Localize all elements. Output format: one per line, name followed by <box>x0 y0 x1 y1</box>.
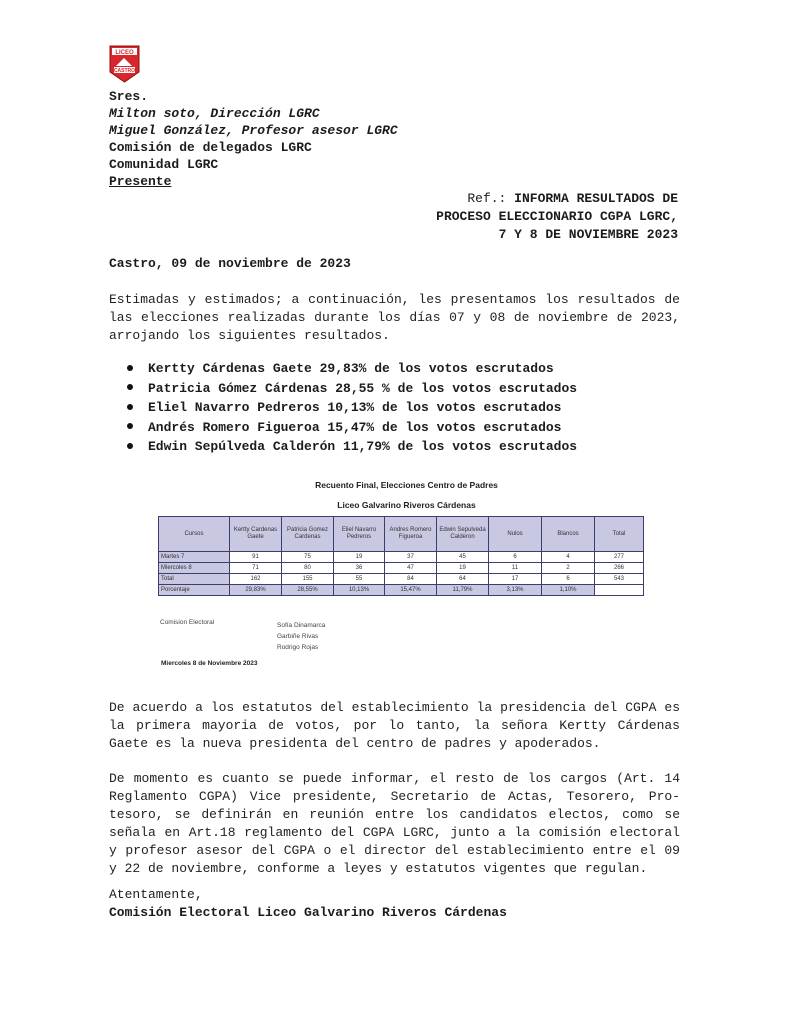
presidency-paragraph: De acuerdo a los estatutos del establecimiento la presidencia del CGPA es la primera mayoria de votos, por lo tanto, la señora Kertty Cárdenas Gaete es la nueva presidenta del centro de padres y apoderados. <box>109 700 680 751</box>
bullet-icon <box>127 443 133 449</box>
recipient-director: Milton soto, Dirección LGRC <box>109 106 320 121</box>
col-header: Andres Romero Figueroa <box>385 517 437 552</box>
col-header: Blancos <box>542 517 595 552</box>
presente-label: Presente <box>109 174 172 189</box>
logo-text-top: LICEO <box>115 50 134 56</box>
recipient-community: Comunidad LGRC <box>109 157 219 172</box>
remaining-positions-paragraph: De momento es cuanto se puede informar, el resto de los cargos (Art. 14 Reglamento CGPA) Vice presidente, Secretario de Actas, Tesorero, Pro-tesoro, se definirán en reunión entre los candidatos electos, como se señala en Art.18 reglamento del CGPA LGRC, junto a la comisión electoral y profesor asesor del CGPA o el director del establecimiento entre el 09 y 22 de noviembre, conforme a leyes y estatutos vigentes que regulan. <box>109 771 680 876</box>
recipient-delegates: Comisión de delegados LGRC <box>109 140 312 155</box>
col-header: Eliel Navarro Pedreros <box>334 517 385 552</box>
intro-paragraph: Estimadas y estimados; a continuación, les presentamos los resultados de las elecciones realizadas durante los días 07 y 08 de noviembre de 2023, arrojando los siguientes resultados. <box>109 292 680 343</box>
recipients-block <box>109 88 398 190</box>
reference-line-3: 7 Y 8 DE NOVIEMBRE 2023 <box>498 227 678 242</box>
closing-greeting: Atentamente, <box>109 887 203 902</box>
bullet-icon <box>127 404 133 410</box>
col-header: Patricia Gomez Cardenas <box>282 517 334 552</box>
table-row: Porcentaje 29,83% 28,55% 10,13% 15,47% 11,79% 3,13% 1,10% <box>159 585 644 596</box>
bullet-icon <box>127 384 133 390</box>
member-name: Sofía Dinamarca <box>277 622 326 629</box>
commission-label: Comision Electoral <box>160 619 215 626</box>
member-name: Rodrigo Rojas <box>277 644 319 651</box>
school-logo <box>108 44 141 84</box>
result-item: Patricia Gómez Cárdenas 28,55 % de los votos escrutados <box>127 379 577 399</box>
reference-label: Ref.: <box>467 191 507 206</box>
table-row: Martes 7 91 75 19 37 45 6 4 277 <box>159 552 644 563</box>
result-item: Edwin Sepúlveda Calderón 11,79% de los votos escrutados <box>127 437 577 457</box>
salutation: Sres. <box>109 89 149 104</box>
col-header: Nulos <box>489 517 542 552</box>
col-header: Edwin Sepulveda Calderon <box>437 517 489 552</box>
recipient-advisor: Miguel González, Profesor asesor LGRC <box>109 123 398 138</box>
commission-members <box>277 620 325 653</box>
results-list <box>127 359 577 457</box>
result-item: Andrés Romero Figueroa 15,47% de los votos escrutados <box>127 418 577 438</box>
table-row: Total 162 155 55 84 64 17 6 543 <box>159 574 644 585</box>
result-item: Kertty Cárdenas Gaete 29,83% de los votos escrutados <box>127 359 577 379</box>
table-date: Miercoles 8 de Noviembre 2023 <box>161 660 258 667</box>
reference-line-1: INFORMA RESULTADOS DE <box>514 191 678 206</box>
date-line: Castro, 09 de noviembre de 2023 <box>109 256 351 271</box>
table-header-row <box>159 517 644 552</box>
reference-line-2: PROCESO ELECCIONARIO CGPA LGRC, <box>436 209 678 224</box>
closing-block <box>109 886 507 922</box>
member-name: Garbiñe Rivas <box>277 633 319 640</box>
table-title: Recuento Final, Elecciones Centro de Padres <box>315 480 498 490</box>
bullet-icon <box>127 423 133 429</box>
col-header: Total <box>595 517 644 552</box>
bullet-icon <box>127 365 133 371</box>
votes-table <box>158 516 644 596</box>
col-header: Kertty Cardenas Gaete <box>230 517 282 552</box>
table-row: Miercoles 8 71 80 36 47 19 11 2 266 <box>159 563 644 574</box>
col-header: Cursos <box>159 517 230 552</box>
table-subtitle: Liceo Galvarino Riveros Cárdenas <box>337 500 476 510</box>
closing-signature: Comisión Electoral Liceo Galvarino Riveros Cárdenas <box>109 905 507 920</box>
reference-block <box>436 190 678 244</box>
logo-text-bottom: CASTRO <box>113 68 136 74</box>
result-item: Eliel Navarro Pedreros 10,13% de los votos escrutados <box>127 398 577 418</box>
